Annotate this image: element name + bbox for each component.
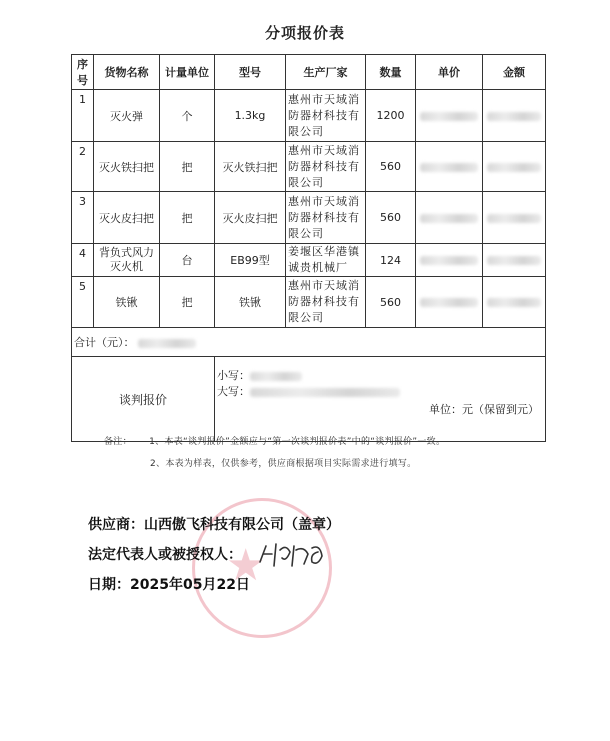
item-name: 背负式风力灭火机 <box>94 244 160 277</box>
header-manufacturer: 生产厂家 <box>286 55 366 90</box>
item-manufacturer: 惠州市天域消防器材科技有限公司 <box>286 142 366 192</box>
big-amount-redacted <box>250 388 400 397</box>
item-name: 灭火铁扫把 <box>94 142 160 192</box>
negotiation-row <box>72 357 546 442</box>
item-model: 铁锹 <box>215 277 286 328</box>
amount-redacted <box>483 142 546 192</box>
negotiation-values <box>215 357 546 442</box>
amount-redacted <box>483 277 546 328</box>
table-row <box>72 90 546 142</box>
unit-price-redacted <box>416 277 483 328</box>
item-name: 铁锹 <box>94 277 160 328</box>
item-model: 灭火铁扫把 <box>215 142 286 192</box>
big-amount-label: 大写： <box>217 385 250 398</box>
date-line: 日期：2025年05月22日 <box>88 577 250 593</box>
item-quantity: 560 <box>366 142 416 192</box>
unit-price-redacted <box>416 244 483 277</box>
representative-line: 法定代表人或被授权人： <box>88 547 242 563</box>
amount-redacted <box>483 192 546 244</box>
item-quantity: 560 <box>366 277 416 328</box>
handwritten-signature <box>256 540 336 570</box>
item-manufacturer: 惠州市天域消防器材科技有限公司 <box>286 192 366 244</box>
header-unit-price: 单价 <box>416 55 483 90</box>
notes-prefix: 备注： <box>104 437 132 447</box>
amount-redacted <box>483 90 546 142</box>
small-amount-redacted <box>250 372 302 381</box>
amount-redacted <box>483 244 546 277</box>
row-number: 4 <box>72 244 94 277</box>
header-amount: 金额 <box>483 55 546 90</box>
big-amount-line <box>217 383 400 399</box>
header-quantity: 数量 <box>366 55 416 90</box>
supplier-line: 供应商：山西傲飞科技有限公司（盖章） <box>88 517 340 533</box>
small-amount-line <box>217 367 302 383</box>
table-row <box>72 142 546 192</box>
item-unit: 把 <box>160 277 215 328</box>
unit-note: 单位：元（保留到元） <box>429 403 539 416</box>
total-value-redacted <box>138 339 196 348</box>
header-model: 型号 <box>215 55 286 90</box>
table-row <box>72 277 546 328</box>
header-name: 货物名称 <box>94 55 160 90</box>
seal-star-icon: ★ <box>226 540 266 591</box>
item-unit: 台 <box>160 244 215 277</box>
page-title: 分项报价表 <box>264 24 345 42</box>
item-manufacturer: 姜堰区华港镇诚贵机械厂 <box>286 244 366 277</box>
row-number: 5 <box>72 277 94 328</box>
table-row <box>72 192 546 244</box>
row-number: 1 <box>72 90 94 142</box>
header-unit: 计量单位 <box>160 55 215 90</box>
item-name: 灭火皮扫把 <box>94 192 160 244</box>
row-number: 3 <box>72 192 94 244</box>
item-quantity: 124 <box>366 244 416 277</box>
item-unit: 个 <box>160 90 215 142</box>
item-model: 1.3kg <box>215 90 286 142</box>
quote-table <box>71 54 546 442</box>
item-manufacturer: 惠州市天域消防器材科技有限公司 <box>286 90 366 142</box>
unit-price-redacted <box>416 90 483 142</box>
header-no: 序号 <box>72 55 94 90</box>
total-label: 合计（元）： <box>74 336 135 349</box>
table-row <box>72 244 546 277</box>
item-unit: 把 <box>160 142 215 192</box>
total-cell <box>72 328 546 357</box>
note-1-text: 1、本表“谈判报价”金额应与“第一次谈判报价表”中的“谈判报价”一致。 <box>149 437 446 447</box>
header-row <box>72 55 546 90</box>
item-model: EB99型 <box>215 244 286 277</box>
row-number: 2 <box>72 142 94 192</box>
note-1 <box>104 434 445 447</box>
item-name: 灭火弹 <box>94 90 160 142</box>
item-unit: 把 <box>160 192 215 244</box>
item-quantity: 560 <box>366 192 416 244</box>
unit-price-redacted <box>416 142 483 192</box>
unit-price-redacted <box>416 192 483 244</box>
item-manufacturer: 惠州市天域消防器材科技有限公司 <box>286 277 366 328</box>
total-row <box>72 328 546 357</box>
note-2-text: 2、本表为样表，仅供参考，供应商根据项目实际需求进行填写。 <box>150 459 417 469</box>
item-quantity: 1200 <box>366 90 416 142</box>
item-model: 灭火皮扫把 <box>215 192 286 244</box>
small-amount-label: 小写： <box>217 369 250 382</box>
negotiation-label: 谈判报价 <box>72 357 215 442</box>
